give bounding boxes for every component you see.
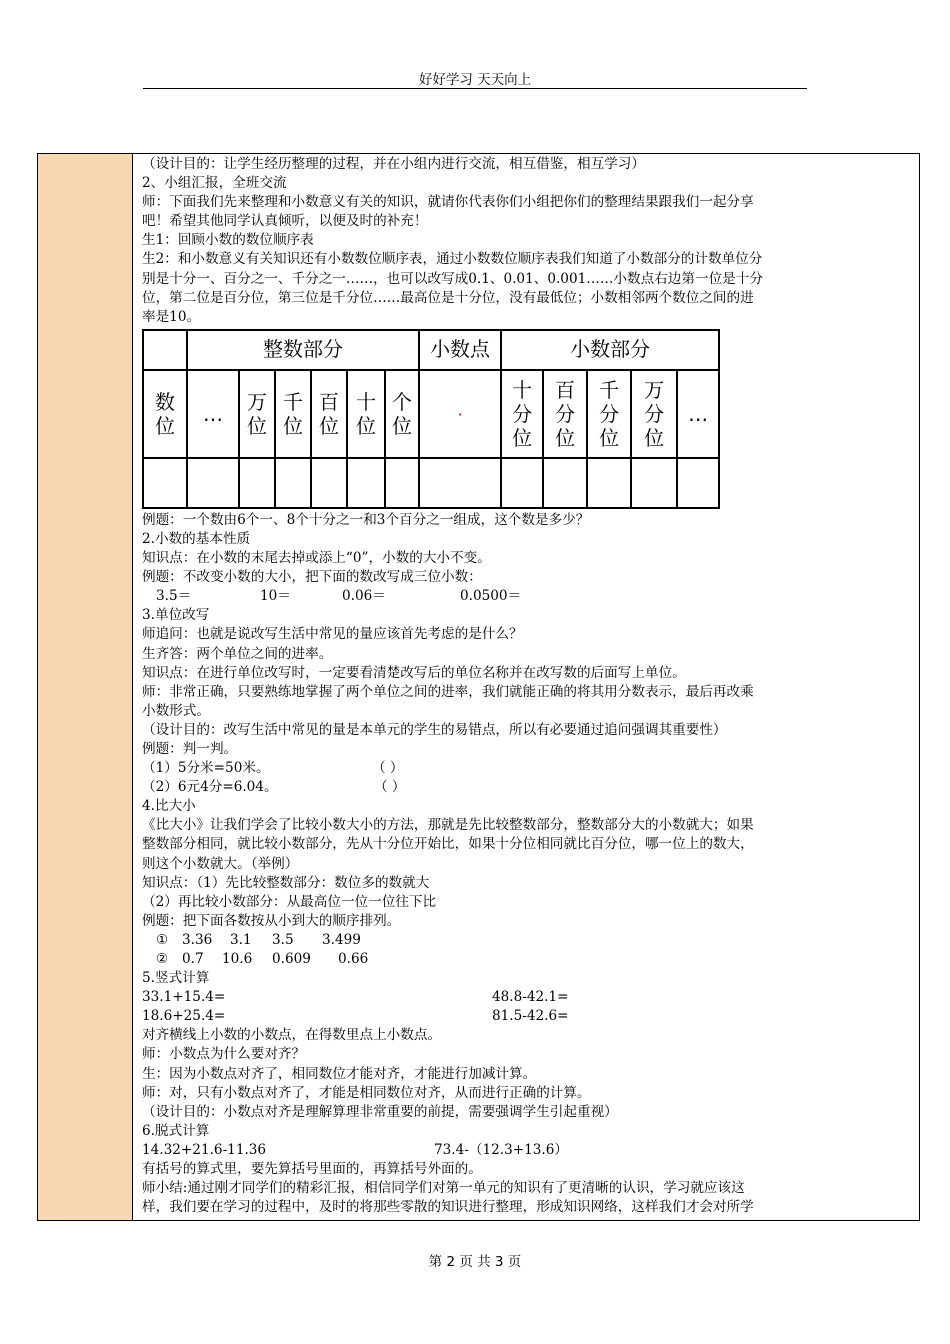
header-title: 好好学习 天天向上 (418, 72, 532, 88)
left-label-column (38, 154, 133, 1220)
judge-blank: （ ） (374, 779, 406, 796)
text-line: （设计目的：改写生活中常见的量是本单元的学生的易错点，所以有必要通过追问强调其重要性） (142, 721, 727, 738)
order-number: 0.7 (182, 951, 204, 967)
place-tenths: 十 分 位 (501, 370, 543, 458)
table-corner-cell (143, 330, 187, 370)
exercise-item: 0.06＝ (342, 588, 386, 605)
order-number: 3.1 (230, 931, 252, 948)
empty-cell (311, 458, 347, 508)
order-number: 3.5 (272, 931, 294, 948)
text-line: 生1：回顾小数的数位顺序表 (142, 232, 314, 249)
empty-cell (631, 458, 677, 508)
text-line: 生2：和小数意义有关知识还有小数数位顺序表，通过小数数位顺序表我们知道了小数部分的计数单位分 (142, 251, 763, 268)
place-hundredths: 百 分 位 (543, 370, 587, 458)
calc-row (142, 988, 912, 1007)
exercise-item: 10＝ (260, 588, 291, 605)
decimal-point-mark: · (457, 404, 463, 424)
header-rule (143, 88, 807, 89)
text-line: 2、小组汇报，全班交流 (142, 175, 287, 192)
lesson-table-frame (37, 153, 920, 1221)
order-number: 3.36 (182, 931, 213, 948)
judge-item (142, 759, 912, 778)
text-line: 别是十分一、百分之一、千分之一……，也可以改写成0.1、0.01、0.001……小数点右边第一位是十分 (142, 270, 763, 287)
text-line: 例题：把下面各数按从小到大的顺序排列。 (142, 912, 401, 929)
empty-cell (587, 458, 631, 508)
order-number: 0.66 (338, 951, 369, 967)
text-line: 4.比大小 (142, 798, 196, 815)
place-qian: 千 位 (275, 370, 311, 458)
place-shi: 十 位 (347, 370, 385, 458)
section-basic-property (142, 511, 912, 606)
judge-question: （2）6元4分=6.04。 (142, 779, 278, 796)
order-number: 3.499 (322, 931, 361, 948)
text-line: 吧！希望其他同学认真倾听，以便及时的补充！ (142, 213, 428, 230)
text-line: 师：对，只有小数点对齐了，才能是相同数位对齐，从而进行正确的计算。 (142, 1084, 591, 1101)
text-line: 师小结:通过刚才同学们的精彩汇报，相信同学们对第一单元的知识有了更清晰的认识，学习就应该这 (142, 1180, 745, 1197)
calc-expression: 33.1+15.4= (142, 989, 226, 1006)
text-line: 生：因为小数点对齐了，相同数位才能对齐，才能进行加减计算。 (142, 1065, 537, 1082)
text-line: 有括号的算式里，要先算括号里面的，再算括号外面的。 (142, 1161, 482, 1178)
text-line: 小数形式。 (142, 702, 210, 719)
text-line: 师：小数点为什么要对齐？ (142, 1046, 306, 1063)
calc-expression: 18.6+25.4= (142, 1008, 226, 1025)
calc-row (142, 1007, 912, 1026)
text-line: 整数部分相同，就比较小数部分，先从十分位开始比，如果十分位相同就比百分位，哪一位上的数大， (142, 836, 754, 853)
place-thousandths: 千 分 位 (587, 370, 631, 458)
text-line: 2.小数的基本性质 (142, 530, 251, 547)
calc-expression: 48.8-42.1= (492, 989, 569, 1006)
text-line: 对齐横线上小数的小数点，在得数里点上小数点。 (142, 1027, 442, 1044)
decimal-part-header: 小数部分 (501, 330, 719, 370)
integer-ellipsis: … (187, 370, 239, 458)
text-line: （2）再比较小数部分：从最高位一位一位往下比 (142, 893, 437, 910)
integer-part-header: 整数部分 (187, 330, 419, 370)
order-exercise (142, 931, 912, 950)
order-number: 0.609 (272, 951, 311, 967)
place-ten-thousandths: 万 分 位 (631, 370, 677, 458)
text-line: 知识点：在进行单位改写时，一定要看清楚改写后的单位名称并在改写数的后面写上单位。 (142, 664, 686, 681)
empty-cell (677, 458, 719, 508)
section-review-intro (142, 155, 912, 327)
empty-cell (275, 458, 311, 508)
order-index: ② (156, 951, 169, 967)
text-line: 师：下面我们先来整理和小数意义有关的知识，就请你代表你们小组把你们的整理结果跟我们一起分享 (142, 194, 754, 211)
text-line: 位，第二位是百分位，第三位是千分位……最高位是十分位，没有最低位；小数相邻两个数位之间的进 (142, 289, 754, 306)
empty-cell (419, 458, 501, 508)
empty-cell (501, 458, 543, 508)
calc-expression: 14.32+21.6-11.36 (142, 1141, 267, 1158)
text-line: （设计目的：小数点对齐是理解算理非常重要的前提，需要强调学生引起重视） (142, 1103, 618, 1120)
calc-expression: 73.4-（12.3+13.6） (434, 1141, 568, 1158)
empty-cell (347, 458, 385, 508)
section-vertical-calc (142, 969, 912, 1217)
row-label-places: 数 位 (143, 370, 187, 458)
empty-cell (239, 458, 275, 508)
page-footer: 第 2 页 共 3 页 (428, 1254, 522, 1270)
empty-cell (543, 458, 587, 508)
judge-item (142, 778, 912, 797)
section-unit-conversion (142, 606, 912, 797)
decimal-point-cell (419, 370, 501, 458)
text-line: 例题：判一判。 (142, 740, 238, 757)
calc-row (142, 1141, 912, 1160)
text-line: 师追问：也就是说改写生活中常见的量应该首先考虑的是什么？ (142, 626, 523, 643)
place-bai: 百 位 (311, 370, 347, 458)
text-line: 知识点：在小数的末尾去掉或添上“0”，小数的大小不变。 (142, 550, 491, 567)
text-line: 师：非常正确，只要熟练地掌握了两个单位之间的进率，我们就能正确的将其用分数表示，最后再改乘 (142, 683, 754, 700)
text-line: 5.竖式计算 (142, 970, 210, 987)
empty-cell (385, 458, 419, 508)
decimal-ellipsis: … (677, 370, 719, 458)
judge-blank: （ ） (372, 760, 404, 777)
calc-expression: 81.5-42.6= (492, 1008, 569, 1025)
text-line: 6.脱式计算 (142, 1122, 210, 1139)
exercise-item: 3.5＝ (156, 588, 192, 605)
text-line: 3.单位改写 (142, 607, 210, 624)
exercise-item: 0.0500＝ (460, 588, 522, 605)
decimal-point-header: 小数点 (419, 330, 501, 370)
order-exercise (142, 950, 912, 969)
text-line: （设计目的：让学生经历整理的过程，并在小组内进行交流，相互借鉴，相互学习） (142, 156, 645, 172)
place-ge: 个 位 (385, 370, 419, 458)
empty-cell (143, 458, 187, 508)
order-index: ① (156, 931, 169, 948)
text-line: 生齐答：两个单位之间的进率。 (142, 645, 333, 662)
section-compare (142, 797, 912, 969)
place-wan: 万 位 (239, 370, 275, 458)
text-line: 例题：不改变小数的大小，把下面的数改写成三位小数： (142, 569, 482, 586)
judge-question: （1）5分米=50米。 (142, 760, 270, 777)
place-value-table (142, 329, 720, 509)
order-number: 10.6 (222, 951, 253, 967)
text-line: 知识点：（1）先比较整数部分：数位多的数就大 (142, 874, 430, 891)
three-decimal-exercise (142, 587, 912, 606)
text-line: 样，我们要在学习的过程中，及时的将那些零散的知识进行整理，形成知识网络，这样我们才会对所学 (142, 1199, 754, 1216)
empty-cell (187, 458, 239, 508)
text-line: 则这个小数就大。（举例） (142, 855, 299, 872)
text-line: 率是10。 (142, 308, 201, 325)
text-line: 例题：一个数由6个一、8个十分之一和3个百分之一组成，这个数是多少？ (142, 511, 590, 528)
lesson-content (142, 155, 912, 1217)
text-line: 《比大小》让我们学会了比较小数大小的方法，那就是先比较整数部分，整数部分大的小数就大；如果 (142, 817, 754, 834)
